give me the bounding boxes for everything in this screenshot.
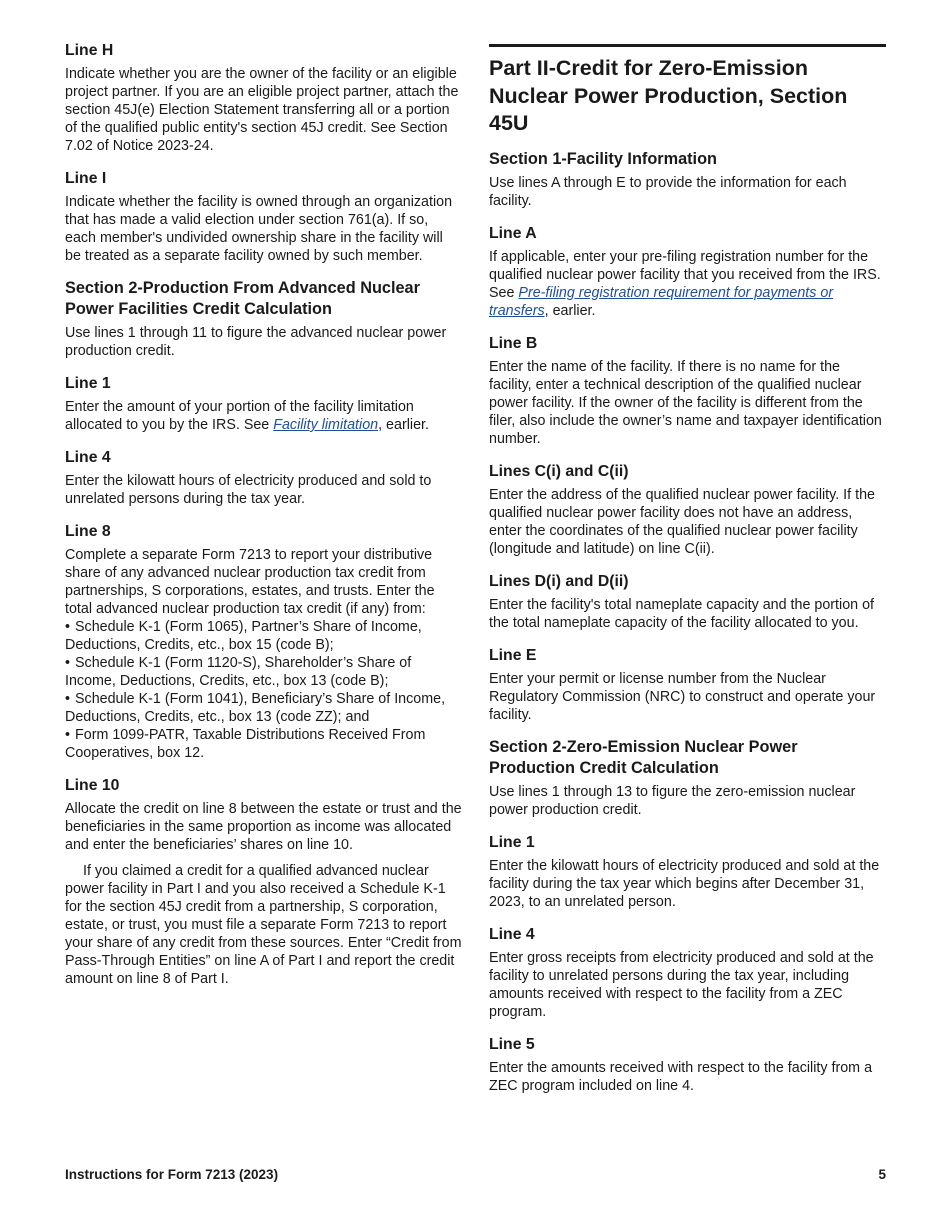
- line-4-heading: Line 4: [65, 449, 111, 466]
- line-c-text: Enter the address of the qualified nuclear power facility. If the qualified nuclear power facility does not have an address, enter the coordinates of the qualified nuclear power facility (longitude and latitude) on line C(ii).: [489, 486, 875, 557]
- line-e-text: Enter your permit or license number from the Nuclear Regulatory Commission (NRC) to construct and operate your facility.: [489, 670, 876, 723]
- page-number: 5: [878, 1167, 886, 1182]
- line-b-heading: Line B: [489, 334, 538, 352]
- line-e-heading: Line E: [489, 646, 537, 664]
- section-1-heading: Section 1-Facility Information: [489, 149, 717, 168]
- right-column: [489, 40, 886, 1108]
- pre-filing-registration-link[interactable]: Pre-filing registration requirement for payments or transfers: [489, 284, 834, 319]
- line-1-heading: Line 1: [489, 833, 535, 851]
- part-2-rule: [489, 44, 886, 138]
- list-item: • Form 1099-PATR, Taxable Distributions Received From Cooperatives, box 12.: [65, 726, 462, 762]
- section-2-text: Use lines 1 through 11 to figure the advanced nuclear power production credit.: [65, 325, 447, 359]
- line-a-heading: Line A: [489, 224, 537, 242]
- line-d-text: Enter the facility's total nameplate capacity and the portion of the total nameplate capacity of the facility allocated to you.: [489, 596, 874, 631]
- line-d-heading: Lines D(i) and D(ii): [489, 572, 629, 590]
- line-10-heading: Line 10: [65, 777, 120, 794]
- line-8-list: [65, 618, 462, 762]
- line-10-text-2: If you claimed a credit for a qualified advanced nuclear power facility in Part I and you also received a Schedule K-1 for the section 45J credit from a partnership, S corporation, estate, or trust, you must file a separate Form 7213 to report your share of any credit from these sources. Enter “Credit from Pass-Through Entities” on line A of Part I and report the credit amount on line 8 of Part I.: [65, 863, 462, 987]
- section-2-heading: Section 2-Production From Advanced Nuclear Power Facilities Credit Calculation: [65, 279, 420, 318]
- line-1-text-pre: Enter the amount of your portion of the facility limitation allocated to you by the IRS. See: [65, 399, 414, 433]
- line-a-text-pre: If applicable, enter your pre-filing registration number for the qualified nuclear power facility that you received from the IRS. See: [489, 248, 881, 301]
- section-1-text: Use lines A through E to provide the information for each facility.: [489, 174, 847, 209]
- list-item: • Schedule K-1 (Form 1041), Beneficiary’s Share of Income, Deductions, Credits, etc., box 13 (code ZZ); and: [65, 690, 462, 726]
- line-i-text: Indicate whether the facility is owned through an organization that has made a valid election under section 761(a). If so, each member's undivided ownership share in the facility will be treated as a separate facility owned by such member.: [65, 194, 453, 264]
- list-item: • Schedule K-1 (Form 1120-S), Shareholder’s Share of Income, Deductions, Credits, etc., box 13 (code B);: [65, 654, 462, 690]
- line-h-heading: Line H: [65, 42, 114, 59]
- line-10-text: Allocate the credit on line 8 between the estate or trust and the beneficiaries in the same proportion as income was allocated and enter the beneficiaries’ shares on line 10.: [65, 801, 462, 853]
- left-column: [65, 40, 462, 1001]
- line-5-text: Enter the amounts received with respect to the facility from a ZEC program included on line 4.: [489, 1059, 873, 1094]
- line-4-text: Enter gross receipts from electricity produced and sold at the facility to unrelated persons during the tax year, including amounts received with respect to the facility from a ZEC program.: [489, 949, 874, 1020]
- line-1-heading: Line 1: [65, 375, 111, 392]
- line-8-heading: Line 8: [65, 523, 111, 540]
- line-i-heading: Line I: [65, 170, 107, 187]
- line-a-text-post: , earlier.: [544, 302, 596, 319]
- line-a-text: [489, 248, 886, 320]
- list-item: • Schedule K-1 (Form 1065), Partner’s Share of Income, Deductions, Credits, etc., box 15 (code B);: [65, 618, 462, 654]
- line-1-text-post: , earlier.: [378, 417, 429, 433]
- facility-limitation-link[interactable]: Facility limitation: [273, 417, 379, 433]
- line-1-text: Enter the kilowatt hours of electricity produced and sold at the facility during the tax year which begins after December 31, 2023, to an unrelated person.: [489, 857, 880, 910]
- section-2-zero-emission-heading: Section 2-Zero-Emission Nuclear Power Production Credit Calculation: [489, 737, 798, 777]
- line-5-heading: Line 5: [489, 1035, 535, 1053]
- line-4-heading: Line 4: [489, 925, 535, 943]
- section-2-zero-emission-text: Use lines 1 through 13 to figure the zero-emission nuclear power production credit.: [489, 783, 856, 818]
- part-2-title: Part II-Credit for Zero-Emission Nuclear Power Production, Section 45U: [489, 56, 848, 135]
- line-b-text: Enter the name of the facility. If there is no name for the facility, enter a technical description of the qualified nuclear power facility. If the owner of the facility is different from the filer, also include the owner’s name and taxpayer identification number.: [489, 358, 882, 447]
- line-h-text: Indicate whether you are the owner of the facility or an eligible project partner. If you are an eligible project partner, attach the section 45J(e) Election Statement transferring all or a portion of the qualified public entity's section 45J credit. See Section 7.02 of Notice 2023-24.: [65, 66, 459, 154]
- line-4-text: Enter the kilowatt hours of electricity produced and sold to unrelated persons during the tax year.: [65, 473, 432, 507]
- line-1-text: [65, 398, 462, 434]
- line-c-heading: Lines C(i) and C(ii): [489, 462, 629, 480]
- footer-title: Instructions for Form 7213 (2023): [65, 1167, 279, 1182]
- line-8-text: Complete a separate Form 7213 to report your distributive share of any advanced nuclear production tax credit from partnerships, S corporations, estates, and trusts. Enter the total advanced nuclear production tax credit (if any) from:: [65, 547, 435, 617]
